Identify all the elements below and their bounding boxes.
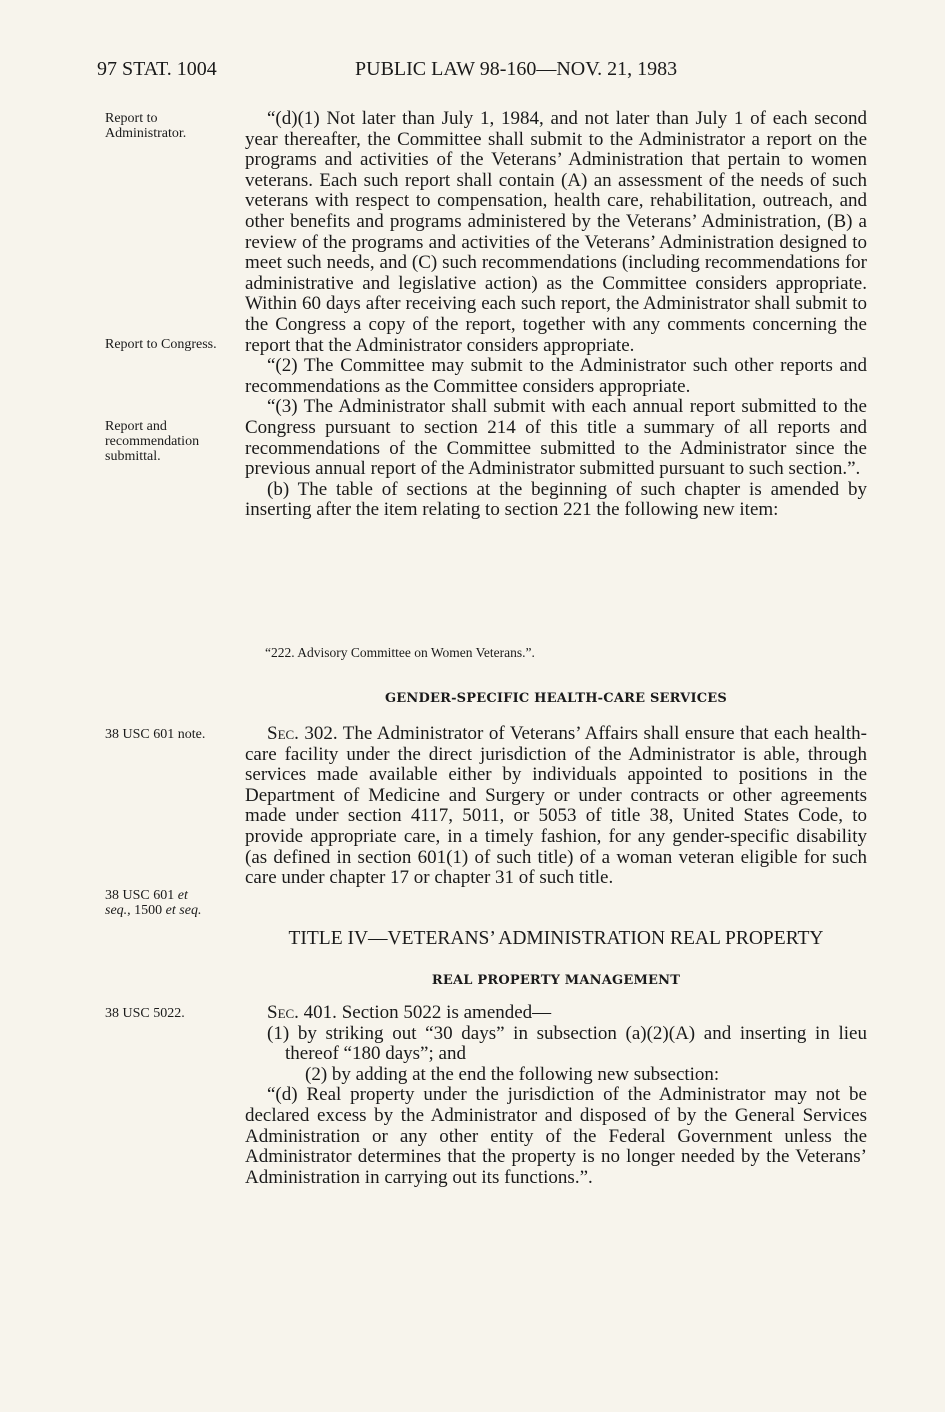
section-401: [245, 1003, 867, 1188]
page-stat-citation: 97 STAT. 1004: [97, 58, 217, 80]
heading-gender-specific-health-care: GENDER-SPECIFIC HEALTH-CARE SERVICES: [385, 691, 727, 706]
margin-note-38-usc-601-note: 38 USC 601 note.: [105, 727, 206, 742]
margin-note-report-to-administrator: Report to Administrator.: [105, 111, 187, 141]
title-iv-heading: TITLE IV—VETERANS’ ADMINISTRATION REAL PROPERTY: [288, 928, 824, 949]
section-401-intro: [245, 1003, 867, 1024]
section-302: [245, 724, 867, 889]
margin-note-report-and-recommendation: Report and recommendation submittal.: [105, 419, 200, 464]
heading-real-property-management: REAL PROPERTY MANAGEMENT: [431, 973, 681, 988]
citation-text: , 1500: [127, 903, 166, 918]
margin-note-38-usc-601-et-seq: [105, 888, 235, 918]
margin-note-report-to-congress: Report to Congress.: [105, 337, 217, 352]
section-302-label: Sec. 302.: [267, 723, 338, 744]
paragraph-d2: “(2) The Committee may submit to the Administrator such other reports and recommendations as the Committee considers appropriate.: [245, 355, 867, 397]
margin-note-38-usc-5022: 38 USC 5022.: [105, 1006, 185, 1021]
table-of-sections-item: “222. Advisory Committee on Women Veterans.”.: [265, 645, 535, 660]
section-302-paragraph: [245, 724, 867, 889]
paragraph-d1: “(d)(1) Not later than July 1, 1984, and not later than July 1 of each second year thereafter, the Committee shall submit to the Administrator a report on the programs and activities of the Veterans’ Administration that pertain to women veterans. Each such report shall contain (A) an assessment of the needs of such veterans with respect to compensation, health care, rehabilitation, outreach, and other benefits and programs administered by the Veterans’ Administration, (B) a review of the programs and activities of the Veterans’ Administration designed to meet such needs, and (C) such recommendations (including recommendations for administrative and legislative action) as the Committee considers appropriate. Within 60 days after receiving each such report, the Administrator shall submit to the Congress a copy of the report, together with any comments concerning the report that the Administrator considers appropriate.: [245, 108, 867, 356]
section-401-label: Sec. 401.: [267, 1002, 337, 1023]
citation-italic: et seq.: [165, 903, 202, 918]
paragraph-b-table-amendment: (b) The table of sections at the beginning of such chapter is amended by inserting after the item relating to section 221 the following new item:: [245, 478, 867, 521]
citation-italic: et: [177, 888, 188, 903]
amendment-item-2: (2) by adding at the end the following new subsection:: [305, 1063, 720, 1085]
page-running-title: PUBLIC LAW 98-160—NOV. 21, 1983: [355, 58, 678, 80]
paragraph-real-property-d: “(d) Real property under the jurisdiction of the Administrator may not be declared excess by the Administrator and disposed of by the General Services Administration or any other entity of the Federal Government unless the Administrator determines that the property is no longer needed by the Veterans’ Administration in carrying out its functions.”.: [245, 1084, 867, 1188]
section-222-subsection-d: [245, 109, 867, 521]
section-302-text: The Administrator of Veterans’ Affairs shall ensure that each health-care facility under the direct jurisdiction of the Administrator is able, through services made available either by individuals appointed to positions in the Department of Medicine and Surgery or under contracts or other agreements made under section 4117, 5011, or 5053 of title 38, United States Code, to provide appropriate care, in a timely fashion, for any gender-specific disability (as defined in section 601(1) of such title) of a woman veteran eligible for such care under chapter 17 or chapter 31 of such title.: [245, 723, 867, 889]
citation-text: 38 USC 601: [105, 888, 178, 903]
paragraph-d3: “(3) The Administrator shall submit with each annual report submitted to the Congress pursuant to section 214 of this title a summary of all reports and recommendations of the Committee submitted to the Administrator since the previous annual report of the Administrator submitted pursuant to such section.”.: [245, 396, 867, 480]
section-401-text: Section 5022 is amended—: [336, 1002, 552, 1023]
citation-italic: seq.: [105, 903, 128, 918]
amendment-item-1: (1) by striking out “30 days” in subsection (a)(2)(A) and inserting in lieu thereof “180 days”; and: [267, 1022, 867, 1065]
